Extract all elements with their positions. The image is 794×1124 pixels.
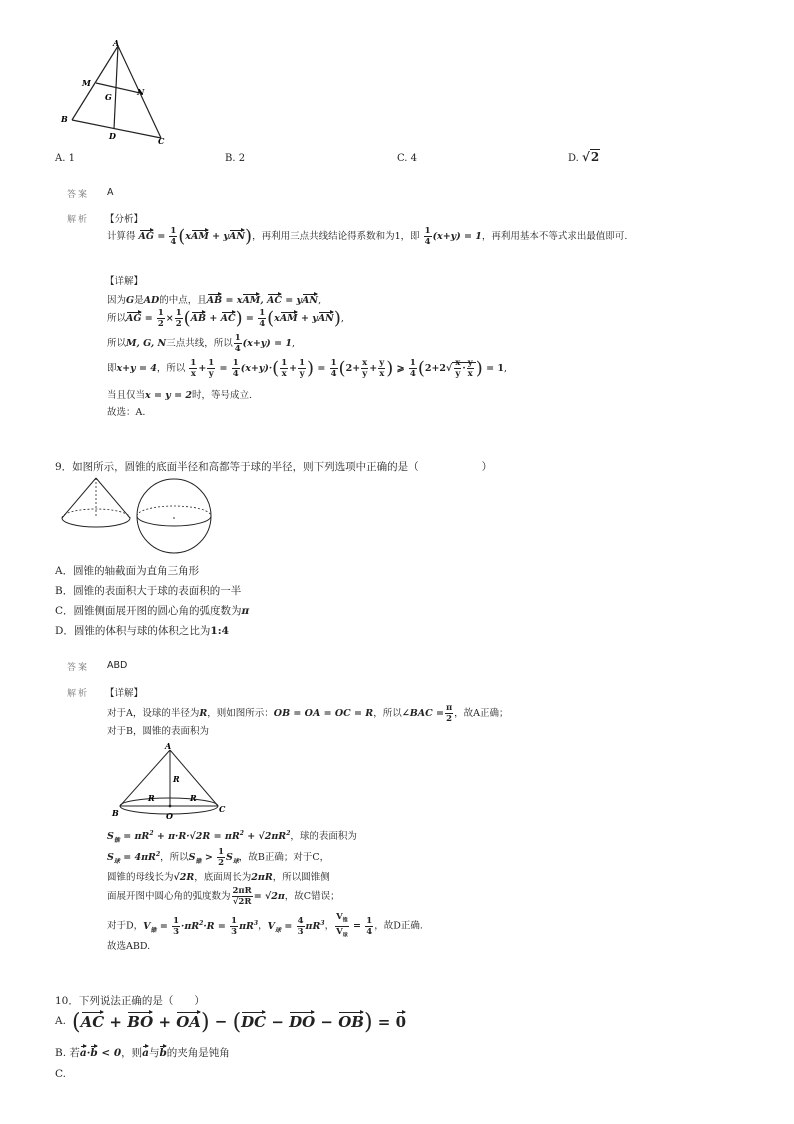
q8-detail-line2: 所以AG = $\frac{1}{2}$ × $\frac{1}{2}$ (AB + AC) = $\frac{1}{4}$ (xAM + yAN),	[107, 308, 344, 329]
label-M: M	[82, 78, 91, 88]
label-A: A	[113, 38, 120, 48]
q9-stem: 9．如图所示，圆锥的底面半径和高都等于球的半径，则下列选项中正确的是（ ）	[55, 461, 493, 473]
q8-detail-line1: 因为G是AD的中点，且AB = xAM, AC = yAN,	[107, 295, 322, 306]
q9-detail-line8: 故选ABD.	[107, 941, 151, 952]
q9-analysis-label: 解析	[67, 689, 90, 699]
q8-answer-label: 答案	[67, 190, 90, 200]
sec-label-R-right: R	[190, 793, 197, 803]
q8-option-a[interactable]: A. 1	[55, 153, 75, 164]
q8-detail-line6: 故选：A.	[107, 407, 146, 418]
q8-fenxi-line: 计算得 AG = $\frac{1}{4}$ (xAM + yAN)，再利用三点共线结论得系数和为1，即 $\frac{1}{4}$ (x+y) = 1，再利用基本不等式求出最值即可.	[107, 226, 628, 247]
sec-label-B: B	[112, 808, 119, 818]
q9-detail-line7: 对于D，$V_锥$ = $\frac{1}{3}$ $\cdot\pi R^2\cdot R$ = $\frac{1}{3}$ $\pi R^3$，$V_球$ = $\frac{4}{3}$ $\pi R^3$， $\frac{V_锥}{V_球}$ = $\frac{1}{4}$ ，故D正确.	[107, 912, 423, 939]
sec-label-O: O	[166, 811, 173, 821]
q9-answer: ABD	[107, 660, 128, 671]
q8-xiangjie: 【详解】	[105, 276, 144, 287]
q10-option-b[interactable]: B. 若a·b < 0，则a与b的夹角是钝角	[55, 1047, 230, 1059]
label-G: G	[105, 92, 112, 102]
q9-option-a[interactable]: A．圆锥的轴截面为直角三角形	[55, 565, 200, 577]
q9-detail-line3: $S_锥 = \pi R^2 + \pi\cdot R\cdot√2R = \pi R^2 + √2\pi R^2$，球的表面积为	[107, 829, 357, 844]
q8-option-d[interactable]: D. √2	[568, 150, 600, 164]
cone-sphere-figure	[58, 474, 218, 554]
label-B: B	[61, 114, 68, 124]
label-D: D	[109, 131, 116, 141]
q8-detail-line5: 当且仅当x = y = 2时，等号成立.	[107, 390, 252, 401]
q10-option-a-label[interactable]: A.	[55, 1015, 66, 1027]
sec-label-R-left: R	[148, 793, 155, 803]
q9-detail-line2: 对于B，圆锥的表面积为	[107, 726, 209, 737]
q9-option-c-value: π	[241, 605, 250, 617]
q8-answer: A	[107, 187, 114, 198]
q10-stem: 10．下列说法正确的是（ ）	[55, 995, 205, 1007]
q8-fenxi: 【分析】	[105, 214, 144, 225]
q8-detail-line4: 即x+y = 4，所以 $\frac{1}{x}$ + $\frac{1}{y}$ = $\frac{1}{4}$ (x+y)·( $\frac{1}{x}$ + $\frac{1}{y}$ ) = $\frac{1}{4}$ (2+ $\frac{x}{y}$ + $\frac{y}{x}$ ) ⩾ $\frac{1}{4}$ (2+2√ $\frac{x}{y}$ · $\frac{y}{x}$ ) = 1,	[107, 358, 507, 379]
q9-answer-label: 答案	[67, 663, 90, 673]
q9-xiangjie: 【详解】	[105, 688, 144, 699]
q9-detail-line1: 对于A，设球的半径为R，则如图所示：OB = OA = OC = R，所以∠BAC = $\frac{\pi}{2}$ ，故A正确；	[107, 703, 509, 724]
q10-option-a-expr[interactable]: (AC + BO + OA) − (DC − DO − OB) = 0	[72, 1010, 407, 1035]
q9-option-c[interactable]: C．圆锥侧面展开图的圆心角的弧度数为π	[55, 605, 250, 617]
cone-section-figure	[110, 738, 235, 823]
q8-option-c[interactable]: C. 4	[397, 153, 418, 164]
sec-label-A: A	[165, 741, 172, 751]
label-N: N	[137, 87, 145, 97]
sec-label-C: C	[219, 804, 226, 814]
sec-label-R-height: R	[173, 774, 180, 784]
q9-option-d[interactable]: D．圆锥的体积与球的体积之比为1:4	[55, 625, 229, 637]
label-C: C	[158, 136, 165, 146]
q8-detail-line3: 所以M, G, N三点共线，所以 $\frac{1}{4}$ (x+y) = 1,	[107, 333, 296, 354]
q8-option-b[interactable]: B. 2	[225, 153, 246, 164]
q8-analysis-label: 解析	[67, 215, 90, 225]
triangle-figure	[58, 38, 173, 148]
q9-option-d-value: 1:4	[210, 625, 229, 637]
q10-option-c[interactable]: C.	[55, 1068, 66, 1080]
q9-detail-line5: 圆锥的母线长为√2R，底面周长为2πR，所以圆锥侧	[107, 872, 330, 883]
q8-option-d-value: 2	[590, 150, 600, 164]
q9-detail-line4: $S_球 = 4\pi R^2$，所以$S_锥$ > $\frac{1}{2}$ $S_球$，故B正确；对于C，	[107, 847, 330, 868]
q9-detail-line6: 面展开图中圆心角的弧度数为 $\frac{2\pi R}{√2R}$ = √2π，故C错误；	[107, 886, 340, 907]
q9-option-b[interactable]: B．圆锥的表面积大于球的表面积的一半	[55, 585, 242, 597]
